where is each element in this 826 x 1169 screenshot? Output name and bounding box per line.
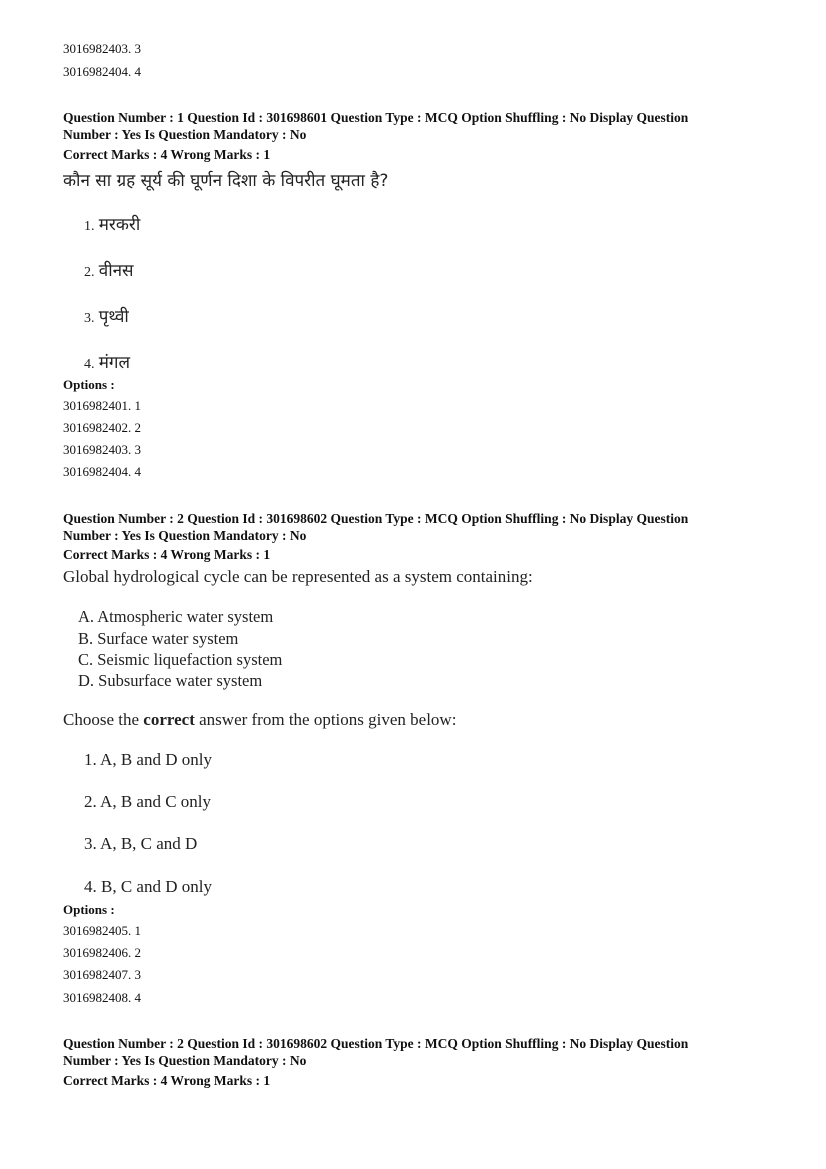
question-header-line1: Question Number : 2 Question Id : 301698602 Question Type : MCQ Option Shuffling : No Display Question (63, 1036, 689, 1051)
question-header-line1: Question Number : 2 Question Id : 301698602 Question Type : MCQ Option Shuffling : No Display Question (63, 511, 689, 526)
question-header-line2: Number : Yes Is Question Mandatory : No (63, 1053, 307, 1068)
option-id: 3016982408. 4 (63, 990, 141, 1005)
instruction-text: Choose the correct answer from the options given below: (63, 710, 457, 729)
option-id: 3016982403. 3 (63, 41, 141, 56)
question-header-line2: Number : Yes Is Question Mandatory : No (63, 528, 307, 543)
question-text: Global hydrological cycle can be represented as a system containing: (63, 567, 533, 586)
choice-2: 2. A, B and C only (84, 792, 212, 811)
option-id: 3016982405. 1 (63, 923, 141, 938)
question-header-line1: Question Number : 1 Question Id : 301698601 Question Type : MCQ Option Shuffling : No Display Question (63, 110, 689, 125)
statement-d: D. Subsurface water system (78, 671, 263, 690)
option-id: 3016982402. 2 (63, 420, 141, 435)
question-marks: Correct Marks : 4 Wrong Marks : 1 (63, 147, 271, 162)
option-id: 3016982404. 4 (63, 464, 141, 479)
options-label: Options : (63, 377, 115, 392)
option-id: 3016982404. 4 (63, 64, 141, 79)
choice-1: 1. A, B and D only (84, 750, 212, 769)
choice-4: 4. B, C and D only (84, 877, 212, 896)
question-marks: Correct Marks : 4 Wrong Marks : 1 (63, 547, 271, 562)
choice-4: 4. मंगल (84, 353, 131, 373)
options-label: Options : (63, 902, 115, 917)
choice-3: 3. पृथ्वी (84, 307, 129, 327)
option-id: 3016982401. 1 (63, 398, 141, 413)
question-header-line2: Number : Yes Is Question Mandatory : No (63, 127, 307, 142)
choice-2: 2. वीनस (84, 261, 134, 281)
question-text: कौन सा ग्रह सूर्य की घूर्णन दिशा के विपरीत घूमता है? (63, 171, 389, 191)
statement-c: C. Seismic liquefaction system (78, 650, 283, 669)
choice-1: 1. मरकरी (84, 215, 141, 235)
statement-a: A. Atmospheric water system (78, 607, 274, 626)
option-id: 3016982407. 3 (63, 967, 141, 982)
option-id: 3016982403. 3 (63, 442, 141, 457)
question-marks: Correct Marks : 4 Wrong Marks : 1 (63, 1073, 271, 1088)
choice-3: 3. A, B, C and D (84, 834, 198, 853)
option-id: 3016982406. 2 (63, 945, 141, 960)
statement-b: B. Surface water system (78, 629, 239, 648)
